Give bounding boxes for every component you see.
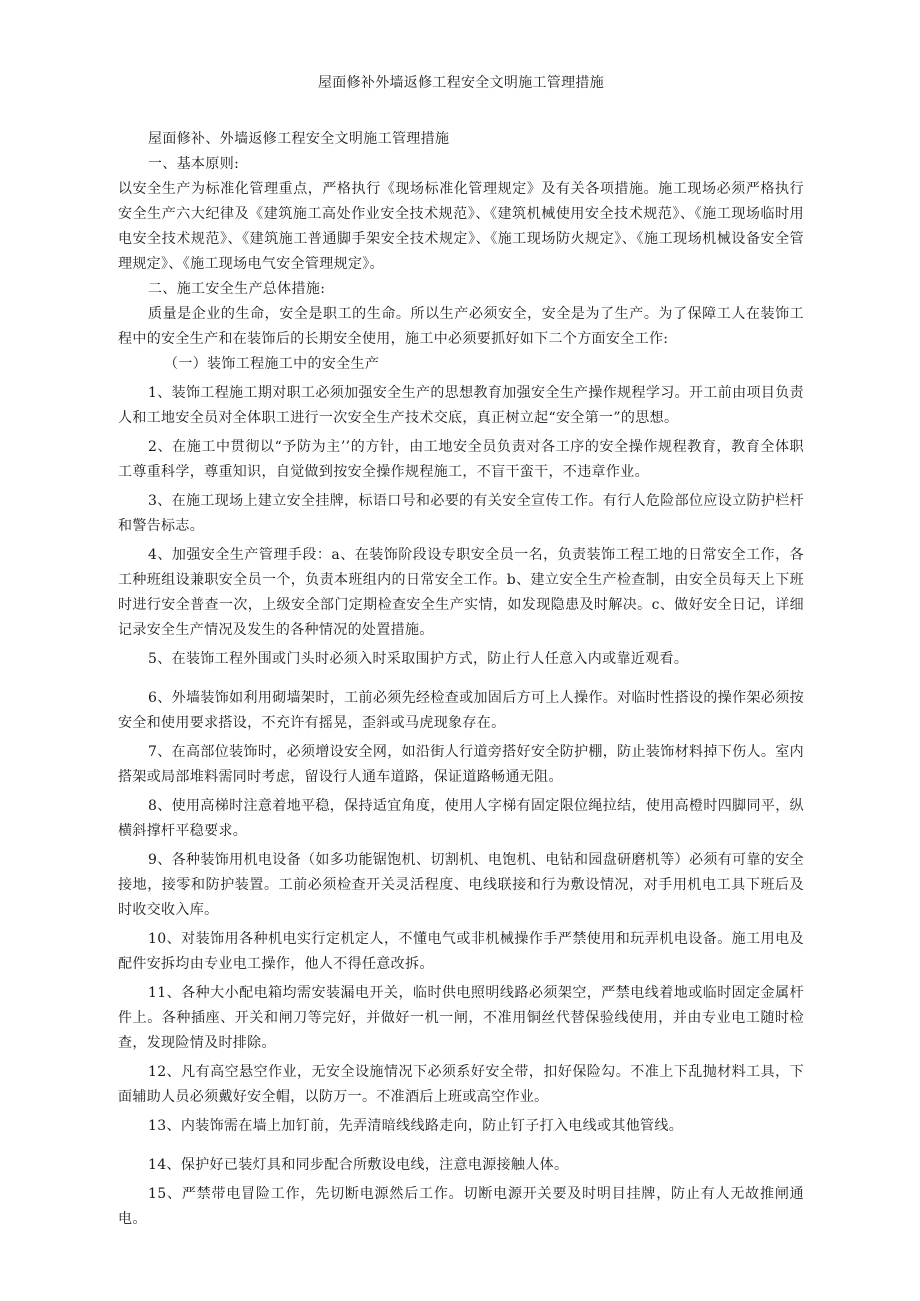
list-item: 6、外墙装饰如利用砌墙架时，工前必须先经检查或加固后方可上人操作。对临时性搭设的操作架必须按安全和使用要求搭设，不充许有摇晃，歪斜或马虎现象存在。 bbox=[118, 690, 804, 731]
list-item: 4、加强安全生产管理手段：a、在装饰阶段设专职安全员一名，负责装饰工程工地的日常安全工作，各工种班组设兼职安全员一个，负责本班组内的日常安全工作。b、建立安全生产检查制，由安全员每天上下班时进行安全普查一次，上级安全部门定期检查安全生产实情，如发现隐患及时解决。c、做好安全日记，详细记录安全生产情况及发生的各种情况的处置措施。 bbox=[118, 547, 804, 638]
list-item: 8、使用高梯时注意着地平稳，保持适宜角度，使用人字梯有固定限位绳拉结，使用高橙时四脚同平，纵横斜撑杆平稳要求。 bbox=[118, 798, 804, 839]
list-item: 15、严禁带电冒险工作，先切断电源然后工作。切断电源开关要及时明目挂牌，防止有人无故推闸通电。 bbox=[118, 1186, 804, 1227]
subsection-heading-construction-safety: （一）装饰工程施工中的安全生产 bbox=[164, 356, 380, 372]
section-body-basic-principles: 以安全生产为标准化管理重点，严格执行《现场标准化管理规定》及有关各项措施。施工现场必须严格执行安全生产六大纪律及《建筑施工高处作业安全技术规范》、《建筑机械使用安全技术规范》、《施工现场临时用电安全技术规范》、《建筑施工普通脚手架安全技术规定》、《施工现场防火规定》、《施工现场机械设备安全管理规定》、《施工现场电气安全管理规定》。 bbox=[118, 181, 804, 272]
list-item: 3、在施工现场上建立安全挂牌，标语口号和必要的有关安全宣传工作。有行人危险部位应设立防护栏杆和警告标志。 bbox=[118, 493, 804, 534]
section-body-overall-measures: 质量是企业的生命，安全是职工的生命。所以生产必须安全，安全是为了生产。为了保障工人在装饰工程中的安全生产和在装饰后的长期安全使用，施工中必须要抓好如下二个方面安全工作: bbox=[118, 306, 804, 347]
list-item: 13、内装饰需在墙上加钉前，先弄清暗线线路走向，防止钉子打入电线或其他管线。 bbox=[148, 1118, 684, 1134]
list-item: 5、在装饰工程外围或门头时必须入时采取围护方式，防止行人任意入内或靠近观看。 bbox=[148, 651, 689, 667]
section-heading-basic-principles: 一、基本原则: bbox=[148, 156, 240, 172]
list-item: 12、凡有高空悬空作业，无安全设施情况下必须系好安全带，扣好保险勾。不准上下乱抛材料工具，下面辅助人员必须戴好安全帽，以防万一。不准酒后上班或高空作业。 bbox=[118, 1064, 804, 1105]
list-item: 11、各种大小配电箱均需安装漏电开关，临时供电照明线路必须架空，严禁电线着地或临时固定金属杆件上。各种插座、开关和闸刀等完好，并做好一机一闸，不准用铜丝代替保验线使用，并由专业电工随时检查，发现险情及时排除。 bbox=[118, 985, 804, 1051]
section-heading-overall-measures: 二、施工安全生产总体措施: bbox=[148, 281, 326, 297]
list-item: 14、保护好已装灯具和同步配合所敷设电线，注意电源接触人体。 bbox=[148, 1157, 569, 1173]
list-item: 10、对装饰用各种机电实行定机定人，不懂电气或非机械操作手严禁使用和玩弄机电设备。施工用电及配件安拆均由专业电工操作，他人不得任意改拆。 bbox=[118, 931, 804, 972]
list-item: 2、在施工中贯彻以“予防为主’’的方针，由工地安全员负责对各工序的安全操作规程教育，教育全体职工尊重科学，尊重知识，自觉做到按安全操作规程施工，不盲干蛮干，不违章作业。 bbox=[118, 439, 804, 480]
document-title: 屋面修补外墙返修工程安全文明施工管理措施 bbox=[318, 75, 604, 91]
document-page bbox=[118, 72, 804, 1232]
list-item: 1、装饰工程施工期对职工必须加强安全生产的思想教育加强安全生产操作规程学习。开工前由项目负责人和工地安全员对全体职工进行一次安全生产技术交底，真正树立起“安全第一”的思想。 bbox=[118, 385, 804, 426]
list-item: 9、各种装饰用机电设备（如多功能锯饱机、切割机、电饱机、电钻和园盘研磨机等）必须有可靠的安全接地，接零和防护装置。工前必须检查开关灵活程度、电线联接和行为敷设情况，对手用机电工具下班后及时收交收入库。 bbox=[118, 852, 804, 918]
document-subtitle: 屋面修补、外墙返修工程安全文明施工管理措施 bbox=[148, 131, 450, 147]
list-item: 7、在高部位装饰时，必须增设安全网，如沿街人行道旁搭好安全防护棚，防止装饰材料掉下伤人。室内搭架或局部堆料需同时考虑，留设行人通车道路，保证道路畅通无阻。 bbox=[118, 744, 804, 785]
